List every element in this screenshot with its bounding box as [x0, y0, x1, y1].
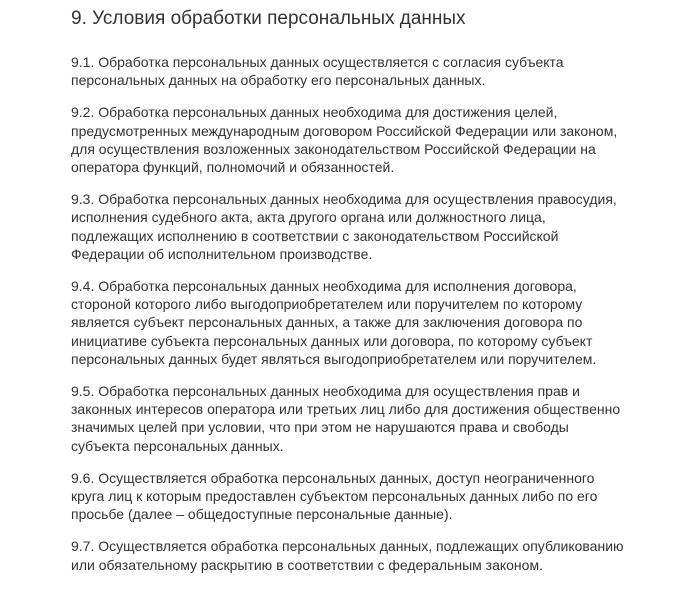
- clause-line: 9.3. Обработка персональных данных необходима для осуществления правосудия,: [71, 191, 617, 208]
- clause-line: является субъект персональных данных, а также для заключения договора по: [71, 314, 583, 331]
- clause-line: 9.1. Обработка персональных данных осуществляется с согласия субъекта: [71, 54, 564, 70]
- clause-line: предусмотренных международным договором Российской Федерации или законом,: [71, 122, 618, 139]
- clause-line: или обязательному раскрытию в соответствии с федеральным законом.: [71, 556, 543, 573]
- clause-9-3: [71, 190, 691, 263]
- clause-list: [71, 53, 691, 574]
- clause-line: стороной которого либо выгодоприобретателем или поручителем по которому: [71, 296, 583, 313]
- clause-line: 9.4. Обработка персональных данных необходима для исполнения договора,: [71, 278, 577, 295]
- clause-9-1: [71, 53, 691, 89]
- clause-line: законных интересов оператора или третьих лиц либо для достижения общественно: [71, 401, 621, 418]
- clause-line: оператора функций, полномочий и обязанностей.: [71, 159, 395, 176]
- clause-9-7: [71, 537, 691, 573]
- clause-9-4: [71, 277, 691, 368]
- clause-line: 9.6. Осуществляется обработка персональных данных, доступ неограниченного: [71, 469, 595, 486]
- clause-line: подлежащих исполнению в соответствии с законодательством Российской: [71, 227, 559, 244]
- clause-line: 9.5. Обработка персональных данных необходима для осуществления прав и: [71, 383, 580, 400]
- clause-line: 9.7. Осуществляется обработка персональных данных, подлежащих опубликованию: [71, 538, 624, 555]
- clause-9-2: [71, 103, 691, 176]
- section-title: 9. Условия обработки персональных данных: [71, 8, 466, 29]
- clause-line: исполнения судебного акта, акта другого органа или должностного лица,: [71, 209, 546, 226]
- clause-line: Федерации об исполнительном производстве.: [71, 245, 373, 262]
- clause-line: значимых целей при условии, что при этом не нарушаются права и свободы: [71, 419, 569, 436]
- clause-line: персональных данных на обработку его персональных данных.: [71, 72, 486, 89]
- clause-line: круга лиц к которым предоставлен субъектом персональных данных либо по его: [71, 488, 598, 505]
- clause-line: просьбе (далее – общедоступные персональные данные).: [71, 506, 453, 523]
- clause-9-6: [71, 469, 691, 524]
- clause-line: субъекта персональных данных.: [71, 437, 284, 454]
- clause-9-5: [71, 382, 691, 455]
- clause-line: 9.2. Обработка персональных данных необходима для достижения целей,: [71, 104, 558, 121]
- clause-line: для осуществления возложенных законодательством Российской Федерации на: [71, 140, 596, 157]
- clause-line: инициативе субъекта персональных данных или договора, по которому субъект: [71, 332, 593, 349]
- clause-line: персональных данных будет являться выгодоприобретателем или поручителем.: [71, 350, 597, 367]
